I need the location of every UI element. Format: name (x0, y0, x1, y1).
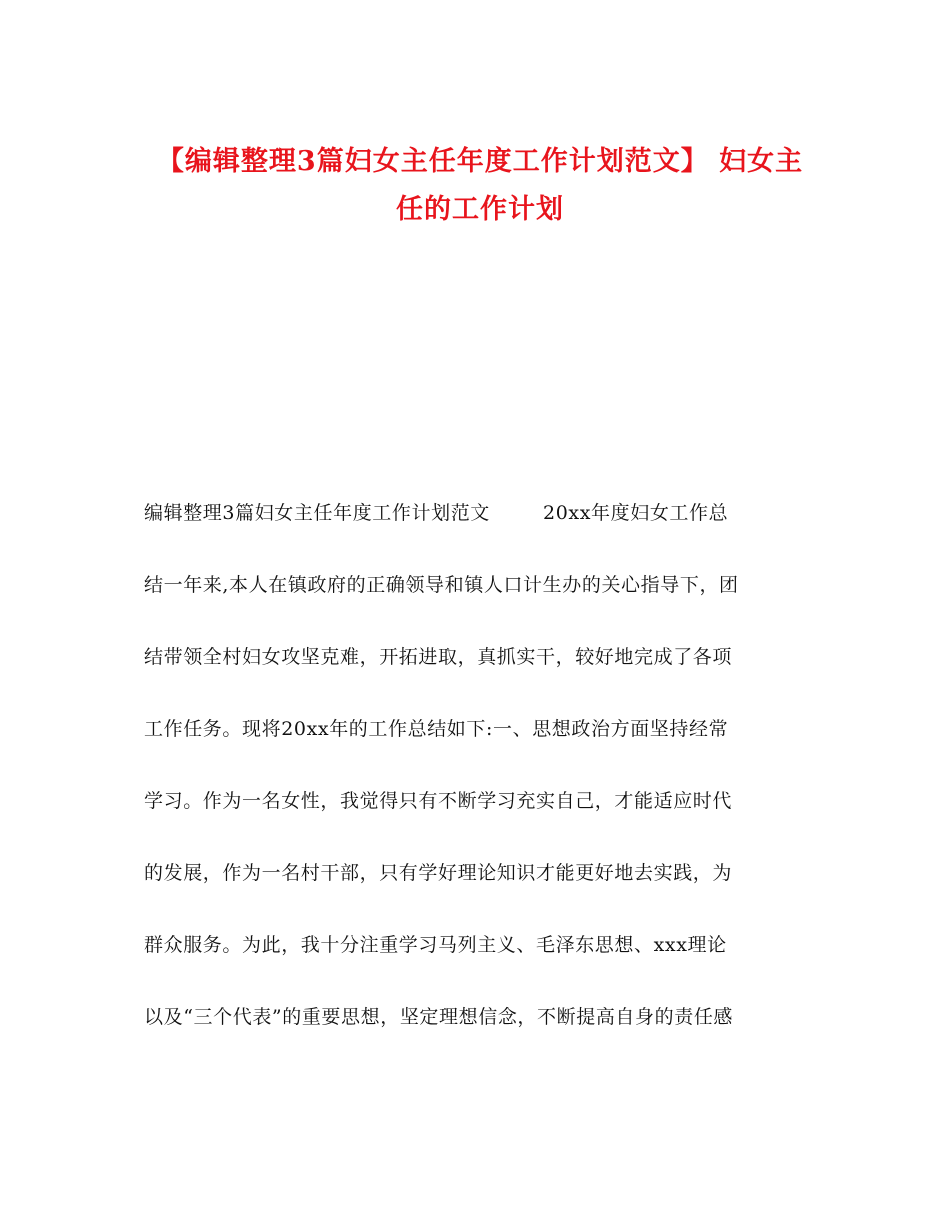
body-line-8: 以及“三个代表”的重要思想，坚定理想信念，不断提高自身的责任感 (144, 1006, 734, 1028)
title-line-2: 任的工作计划 (396, 194, 564, 225)
body-line-2: 结一年来,本人在镇政府的正确领导和镇人口计生办的关心指导下，团 (144, 574, 739, 596)
body-line-4: 工作任务。现将20xx年的工作总结如下:一、思想政治方面坚持经常 (144, 718, 729, 740)
body-line-7: 群众服务。为此，我十分注重学习马列主义、毛泽东思想、xxx理论 (144, 934, 727, 956)
body-line-1: 编辑整理3篇妇女主任年度工作计划范文 20xx年度妇女工作总 (144, 502, 729, 524)
body-line-3: 结带领全村妇女攻坚克难，开拓进取，真抓实干，较好地完成了各项 (144, 646, 733, 668)
document-title (120, 138, 840, 234)
body-line-6: 的发展，作为一名村干部，只有学好理论知识才能更好地去实践，为 (144, 862, 733, 884)
body-line-5: 学习。作为一名女性，我觉得只有不断学习充实自己，才能适应时代 (144, 790, 733, 812)
title-line-1: 【编辑整理3篇妇女主任年度工作计划范文】 妇女主 (156, 146, 804, 177)
